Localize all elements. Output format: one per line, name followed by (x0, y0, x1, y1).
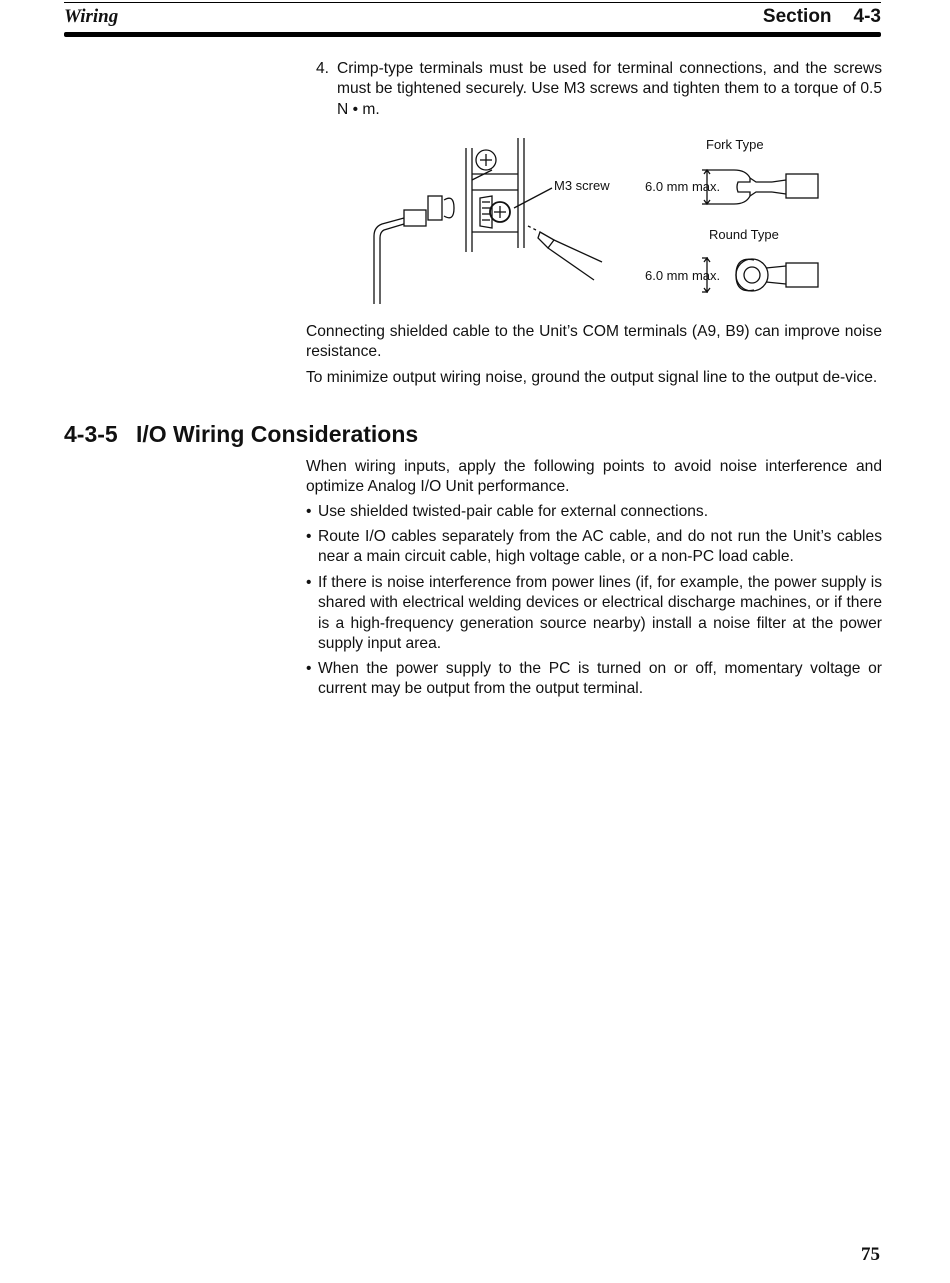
terminal-figure (362, 132, 832, 308)
page-number: 75 (861, 1244, 880, 1265)
list-item (306, 659, 882, 700)
header-section-ref (763, 6, 881, 28)
shielded-cable-paragraph: Connecting shielded cable to the Unit’s COM terminals (A9, B9) can improve noise resistance. (306, 323, 882, 361)
fork-type-title: Fork Type (706, 137, 764, 152)
section-heading (64, 421, 418, 448)
section-number: 4-3-5 (64, 421, 118, 447)
bullet-symbol: • (306, 503, 312, 520)
header-top-rule (64, 2, 881, 3)
round-dimension-label: 6.0 mm max. (645, 268, 721, 283)
list-item (306, 527, 882, 568)
bullet-symbol: • (306, 660, 312, 677)
section-title: I/O Wiring Considerations (136, 421, 419, 447)
header-bottom-rule (64, 32, 881, 37)
bullet-text: Use shielded twisted-pair cable for external connections. (318, 503, 709, 520)
bullet-text: If there is noise interference from power lines (if, for example, the power supply is shared with electrical welding devices or electrical discharge machines, or if there is a high-frequency generation source nearby) install a noise filter at the power supply input area. (318, 574, 882, 653)
bullet-text: When the power supply to the PC is turned on or off, momentary voltage or current may be output from the output terminal. (318, 660, 882, 698)
bullet-symbol: • (306, 528, 312, 545)
terminal-block-drawing (374, 138, 602, 304)
bullet-text: Route I/O cables separately from the AC cable, and do not run the Unit’s cables near a main circuit cable, high voltage cable, or a non-PC load cable. (318, 528, 882, 566)
list-item-text: Crimp-type terminals must be used for terminal connections, and the screws must be tightened securely. Use M3 screws and tighten them to a torque of 0.5 N • m. (337, 60, 882, 118)
m3-screw-label: M3 screw (554, 178, 610, 193)
running-header (64, 0, 881, 40)
fork-dimension-label: 6.0 mm max. (645, 179, 721, 194)
output-noise-paragraph: To minimize output wiring noise, ground the output signal line to the output de-vice. (306, 369, 878, 386)
header-section-title: Wiring (64, 6, 119, 27)
section-intro-paragraph: When wiring inputs, apply the following points to avoid noise interference and optimize Analog I/O Unit performance. (306, 458, 882, 496)
bullet-symbol: • (306, 574, 312, 591)
header-section-number: 4-3 (853, 6, 881, 27)
list-item-number: 4. (316, 60, 330, 77)
header-section-label: Section (762, 6, 832, 27)
list-item (306, 502, 882, 522)
list-item (306, 573, 882, 655)
round-type-title: Round Type (709, 227, 779, 242)
